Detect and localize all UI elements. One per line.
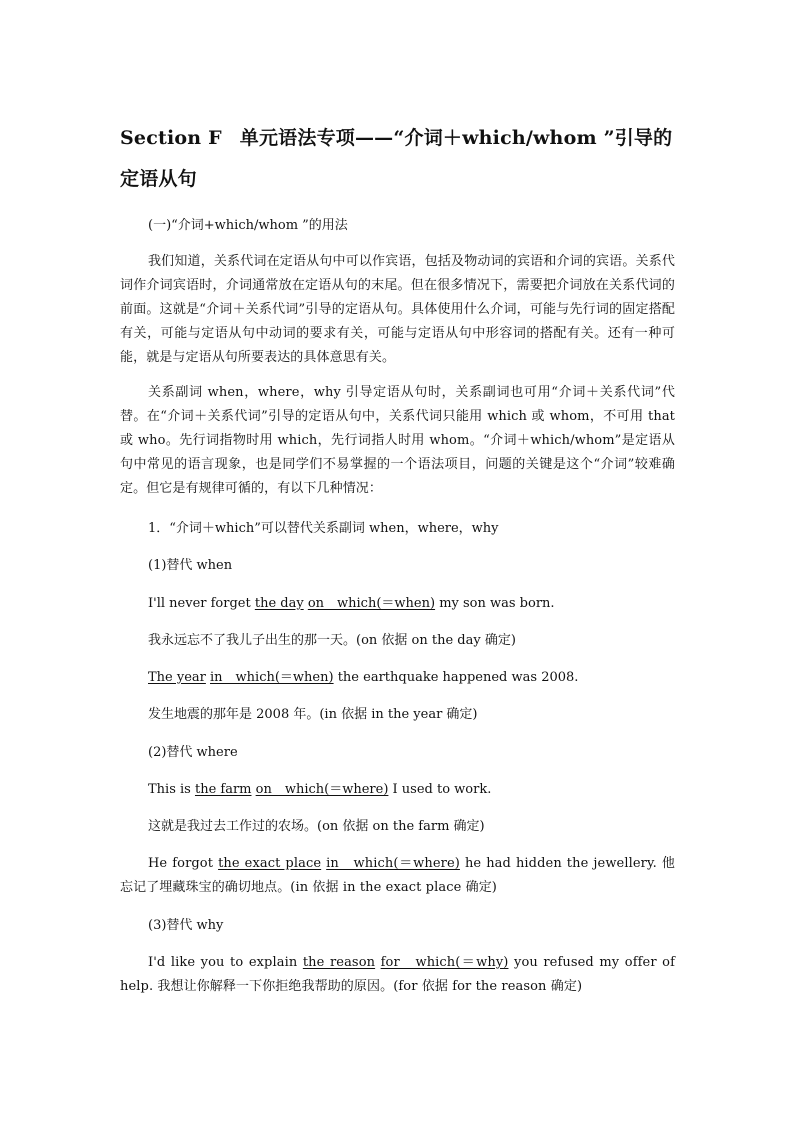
preposition-which-underlined: on which(＝when)	[307, 596, 436, 611]
section-heading: (一)“介词+which/whom ”的用法	[148, 218, 348, 233]
preposition-which-underlined: in which(＝where)	[326, 856, 460, 871]
preposition-which-underlined: for which(＝why)	[380, 955, 509, 970]
antecedent-underlined: The year	[148, 670, 206, 685]
example-sentence-4	[120, 852, 675, 900]
sub-heading-why: (3)替代 why	[148, 918, 224, 933]
sub-heading-where: (2)替代 where	[148, 745, 238, 760]
antecedent-underlined: the farm	[194, 782, 252, 797]
example-sentence-5	[120, 951, 675, 999]
example-text: I'd like you to explain	[148, 955, 303, 970]
example-sentence-1	[148, 592, 675, 616]
example-translation-3: 这就是我过去工作过的农场。(on 依据 on the farm 确定)	[148, 819, 485, 834]
rule-1: 1．“介词＋which”可以替代关系副词 when，where，why	[148, 521, 499, 536]
example-text: This is	[148, 782, 195, 797]
preposition-which-underlined: on which(＝where)	[255, 782, 389, 797]
preposition-which-underlined: in which(＝when)	[210, 670, 334, 685]
antecedent-underlined: the exact place	[218, 856, 322, 871]
example-text: he had hidden the jewellery. 他忘记了埋藏珠宝的确切地点。(in 依据 in the exact place 确定)	[120, 856, 676, 895]
antecedent-underlined: the day	[254, 596, 304, 611]
page-title	[120, 118, 675, 200]
example-text: I used to work.	[388, 782, 492, 797]
example-text: my son was born.	[435, 596, 555, 611]
paragraph-1: 我们知道，关系代词在定语从句中可以作宾语，包括及物动词的宾语和介词的宾语。关系代词作介词宾语时，介词通常放在定语从句的末尾。但在很多情况下，需要把介词放在关系代词的前面。这就是“介词＋关系代词”引导的定语从句。具体使用什么介词，可能与先行词的固定搭配有关，可能与定语从句中动词的要求有关，可能与定语从句中形容词的搭配有关。还有一种可能，就是与定语从句所要表达的具体意思有关。	[120, 254, 675, 365]
example-text: I'll never forget	[148, 596, 255, 611]
example-text: He forgot	[148, 856, 219, 871]
example-translation-2: 发生地震的那年是 2008 年。(in 依据 in the year 确定)	[148, 707, 478, 722]
title-section-label: Section F	[120, 127, 222, 149]
example-sentence-3	[148, 778, 675, 802]
sub-heading-when: (1)替代 when	[148, 558, 233, 573]
title-main: 单元语法专项——“介词＋which/whom ”引导的定语从句	[120, 127, 673, 190]
example-translation-1: 我永远忘不了我儿子出生的那一天。(on 依据 on the day 确定)	[148, 633, 516, 648]
example-text: the earthquake happened was 2008.	[333, 670, 579, 685]
paragraph-2: 关系副词 when，where，why 引导定语从句时，关系副词也可用“介词＋关系代词”代替。在“介词＋关系代词”引导的定语从句中，关系代词只能用 which 或 whom，不可用 that 或 who。先行词指物时用 which，先行词指人时用 whom。“介词＋which/whom”是定语从句中常见的语言现象，也是同学们不易掌握的一个语法项目，问题的关键是这个“介词”较难确定。但它是有规律可循的，有以下几种情况：	[120, 385, 675, 496]
antecedent-underlined: the reason	[302, 955, 376, 970]
example-sentence-2	[148, 666, 675, 690]
example-text: you refused my offer of help. 我想让你解释一下你拒绝我帮助的原因。(for 依据 for the reason 确定)	[120, 955, 675, 994]
